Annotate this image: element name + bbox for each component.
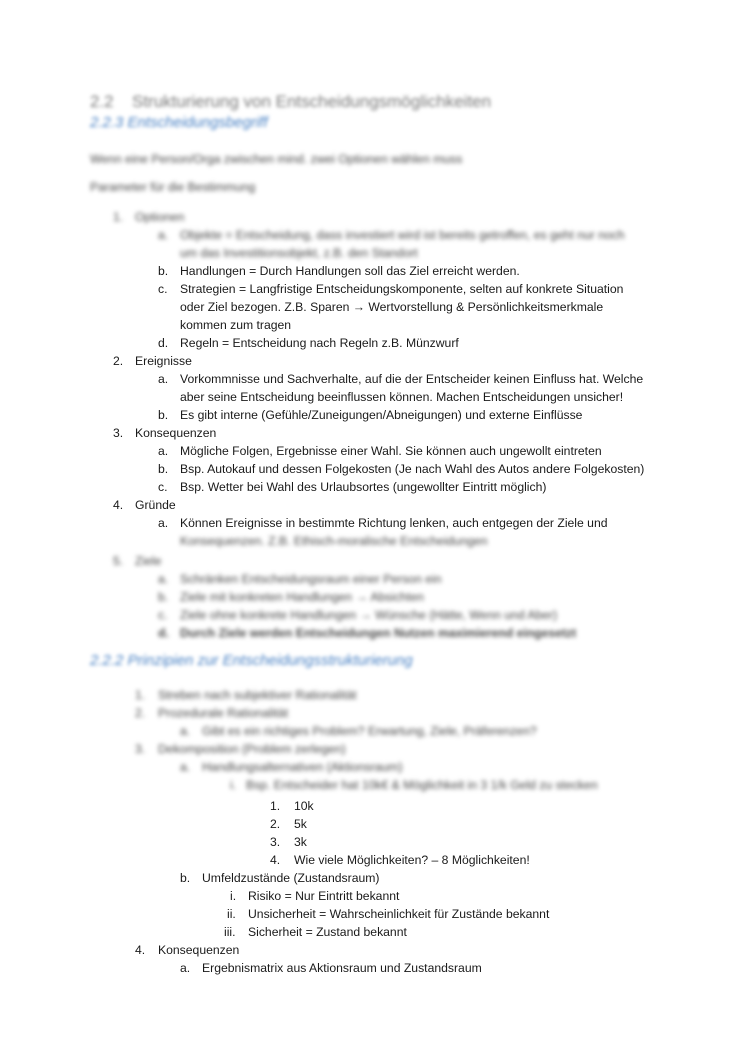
list-marker: 1. (113, 210, 124, 224)
list-item-ereignisse-lenken: Können Ereignisse in bestimmte Richtung lenken, auch entgegen der Ziele und (180, 516, 608, 530)
list-marker: b. (158, 264, 169, 278)
list-item-moeglichkeiten: Wie viele Möglichkeiten? – 8 Möglichkeiten! (294, 853, 530, 867)
list-item-sicherheit: Sicherheit = Zustand bekannt (248, 925, 407, 939)
list-marker: c. (158, 608, 168, 622)
list-item-konsequenzen-2: Konsequenzen (158, 943, 240, 957)
list-marker: 3. (135, 742, 146, 756)
list-item-handlungen: Handlungen = Durch Handlungen soll das Ziel erreicht werden. (180, 264, 520, 278)
list-item-strategien-cont: kommen zum tragen (180, 318, 292, 332)
list-marker: d. (158, 626, 169, 640)
list-marker: 4. (113, 498, 124, 512)
list-item-ziele: Ziele (135, 554, 162, 568)
list-item-ziele-c: Ziele ohne konkrete Handlungen → Wünsche (Hätte, Wenn und Aber) (180, 608, 558, 622)
list-item-strategien: Strategien = Langfristige Entscheidungskomponente, selten auf konkrete Situation (180, 282, 624, 296)
list-marker: 1. (135, 688, 146, 702)
list-item-10k: 10k (294, 799, 314, 813)
list-marker: 1. (270, 799, 281, 813)
list-marker: 3. (270, 835, 281, 849)
list-marker: a. (158, 572, 169, 586)
intro-text: Wenn eine Person/Orga zwischen mind. zwei Optionen wählen muss (90, 152, 463, 166)
list-marker: b. (180, 871, 191, 885)
subsection-heading-222: 2.2.2 Prinzipien zur Entscheidungsstrukturierung (90, 652, 413, 669)
list-marker: b. (158, 462, 169, 476)
list-marker: a. (158, 444, 169, 458)
list-item-ereignisse-lenken-cont: Konsequenzen. Z.B. Ethisch-moralische Entscheidungen (180, 534, 488, 548)
list-marker: ii. (227, 907, 236, 921)
list-item-unsicherheit: Unsicherheit = Wahrscheinlichkeit für Zustände bekannt (248, 907, 550, 921)
parameter-text: Parameter für die Bestimmung (90, 180, 256, 194)
section-title: Strukturierung von Entscheidungsmöglichkeiten (132, 92, 492, 111)
list-item-5k: 5k (294, 817, 307, 831)
list-marker: 4. (270, 853, 281, 867)
list-marker: i. (230, 889, 237, 903)
list-item-wetter: Bsp. Wetter bei Wahl des Urlaubsortes (ungewollter Eintritt möglich) (180, 480, 547, 494)
list-marker: a. (180, 724, 191, 738)
list-item-optionen: Optionen (135, 210, 185, 224)
list-item-risiko: Risiko = Nur Eintritt bekannt (248, 889, 400, 903)
list-marker: d. (158, 336, 169, 350)
list-marker: 2. (270, 817, 281, 831)
list-item-ergebnismatrix: Ergebnismatrix aus Aktionsraum und Zustandsraum (202, 961, 482, 975)
list-marker: b. (158, 590, 169, 604)
list-item-konsequenzen: Konsequenzen (135, 426, 217, 440)
list-marker: a. (158, 228, 169, 242)
list-marker: 2. (135, 706, 146, 720)
list-item-beispiel: Bsp. Entscheider hat 10k€ & Möglichkeit in 3 1/k Geld zu stecken (246, 778, 598, 792)
list-marker: iii. (224, 925, 236, 939)
list-item-ziele-b: Ziele mit konkreten Handlungen → Absichten (180, 590, 424, 604)
subsection-heading-223: 2.2.3 Entscheidungsbegriff (90, 114, 268, 131)
list-marker: a. (158, 372, 169, 386)
list-item-gruende: Gründe (135, 498, 176, 512)
list-marker: a. (180, 961, 191, 975)
list-item-ziele-d: Durch Ziele werden Entscheidungen Nutzen maximierend eingesetzt (180, 626, 577, 640)
list-item-3k: 3k (294, 835, 307, 849)
list-item-regeln: Regeln = Entscheidung nach Regeln z.B. Münzwurf (180, 336, 459, 350)
list-marker: c. (158, 480, 168, 494)
list-item-strategien-cont: oder Ziel bezogen. Z.B. Sparen → Wertvorstellung & Persönlichkeitsmerkmale (180, 300, 604, 314)
list-item-dekomposition: Dekomposition (Problem zerlegen) (158, 742, 346, 756)
list-marker: a. (158, 516, 169, 530)
list-item-prozedurale: Prozedurale Rationalität (158, 706, 289, 720)
list-marker: 3. (113, 426, 124, 440)
list-item-ereignisse: Ereignisse (135, 354, 192, 368)
list-item-ziele-a: Schränken Entscheidungsraum einer Person ein (180, 572, 442, 586)
list-item-objekte-cont: um das Investitionsobjekt, z.B. den Standort (180, 246, 418, 260)
list-item-umfeldzustaende: Umfeldzustände (Zustandsraum) (202, 871, 380, 885)
list-marker: c. (158, 282, 168, 296)
section-number: 2.2 (90, 92, 114, 111)
list-marker: a. (180, 760, 191, 774)
list-item-rationalitaet: Streben nach subjektiver Rationalität (158, 688, 357, 702)
list-marker: 5. (113, 554, 124, 568)
list-item-problem: Gibt es ein richtiges Problem? Erwartung, Ziele, Präferenzen? (202, 724, 537, 738)
list-marker: 4. (135, 943, 146, 957)
list-item-handlungsalternativen: Handlungsalternativen (Aktionsraum) (202, 760, 403, 774)
list-item-einfluesse: Es gibt interne (Gefühle/Zuneigungen/Abneigungen) und externe Einflüsse (180, 408, 583, 422)
list-item-objekte: Objekte = Entscheidung, dass investiert wird ist bereits getroffen, es geht nur noch (180, 228, 625, 242)
list-marker: 2. (113, 354, 124, 368)
list-marker: b. (158, 408, 169, 422)
list-item-autokauf: Bsp. Autokauf und dessen Folgekosten (Je nach Wahl des Autos andere Folgekosten) (180, 462, 645, 476)
list-marker: i. (230, 778, 237, 792)
section-heading (90, 92, 491, 112)
list-item-folgen: Mögliche Folgen, Ergebnisse einer Wahl. Sie können auch ungewollt eintreten (180, 444, 602, 458)
list-item-vorkommnisse: Vorkommnisse und Sachverhalte, auf die der Entscheider keinen Einfluss hat. Welche (180, 372, 644, 386)
list-item-vorkommnisse-cont: aber seine Entscheidung beeinflussen können. Machen Entscheidungen unsicher! (180, 390, 624, 404)
